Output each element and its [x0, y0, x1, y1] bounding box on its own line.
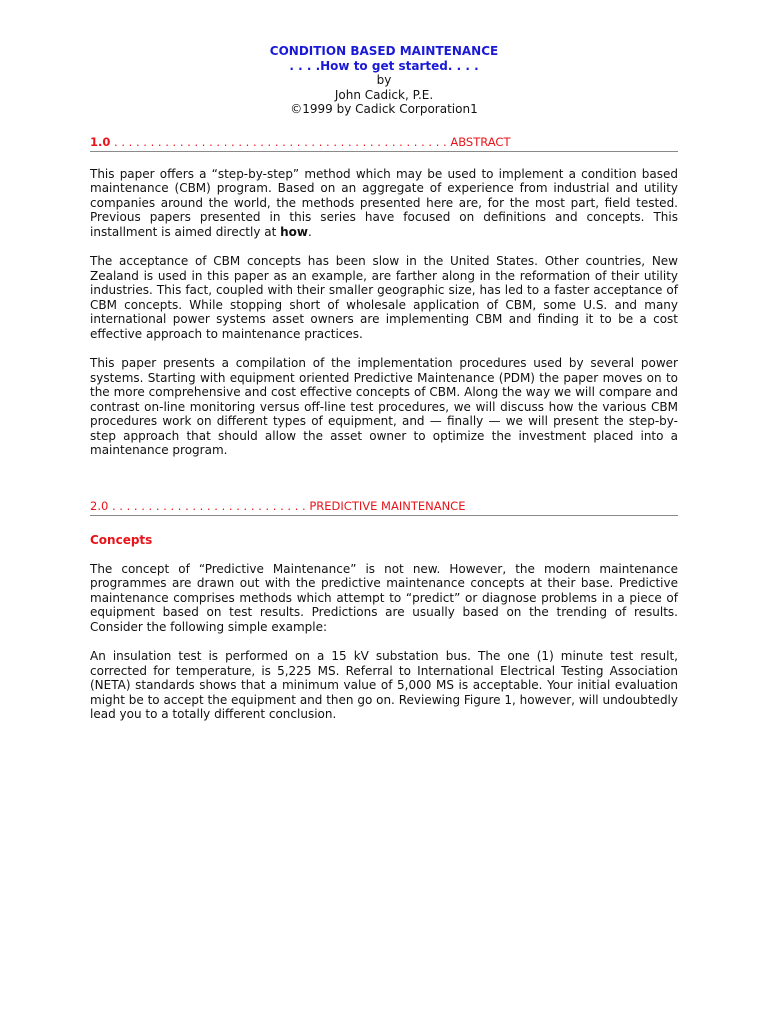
section-number: 1.0: [90, 134, 111, 149]
emphasis-how: how: [280, 224, 309, 239]
concepts-paragraph-2: An insulation test is performed on a 15 kV substation bus. The one (1) minute test result, corrected for temperature, is 5,225 MS. Referral to International Electrical Testing Association (NETA) standards shows that a minimum value of 5,000 MS is acceptable. Your initial evaluation might be to accept the equipment and then go on. Reviewing Figure 1, however, will undoubtedly lead you to a totally different conclusion.: [90, 649, 678, 721]
abstract-paragraph-3: This paper presents a compilation of the implementation procedures used by several power systems. Starting with equipment oriented Predictive Maintenance (PDM) the paper moves on to the more comprehensive and cost effective concepts of CBM. Along the way we will compare and contrast on-line monitoring versus off-line test procedures, we will discuss how the various CBM procedures work on different types of equipment, and — finally — we will present the step-by-step approach that should allow the asset owner to optimize the investment placed into a maintenance program.: [90, 356, 678, 457]
document-subtitle: . . . .How to get started. . . .: [289, 58, 479, 73]
paragraph-end: .: [308, 224, 312, 239]
byline-by: by: [376, 73, 392, 87]
subheading-concepts: Concepts: [90, 532, 153, 547]
document-title: CONDITION BASED MAINTENANCE: [269, 44, 499, 58]
section-number: 2.0: [90, 498, 109, 513]
section-heading-abstract: [90, 135, 678, 152]
section-heading-predictive: [90, 499, 678, 516]
section-leader-dots: . . . . . . . . . . . . . . . . . . . . . . . . . . .: [108, 498, 310, 513]
section-leader-dots: . . . . . . . . . . . . . . . . . . . . . . . . . . . . . . . . . . . . . . . . . . . . . .: [110, 134, 451, 149]
concepts-paragraph-1: The concept of “Predictive Maintenance” is not new. However, the modern maintenance programmes are drawn out with the predictive maintenance concepts at their base. Predictive maintenance comprises methods which attempt to “predict” or diagnose problems in a piece of equipment based on test results. Predictions are usually based on the trending of results. Consider the following simple example:: [90, 561, 678, 634]
abstract-paragraph-1: [90, 167, 678, 240]
title-block: [90, 44, 678, 117]
paragraph-text: This paper offers a “step-by-step” method which may be used to implement a condition based maintenance (CBM) program. Based on an aggregate of experience from industrial and utility companies around the world, the methods presented here are, for the most part, field tested. Previous papers presented in this series have focused on definitions and concepts. This installment is aimed directly at: [90, 166, 678, 239]
author-name: John Cadick, P.E.: [334, 87, 434, 102]
abstract-paragraph-2: The acceptance of CBM concepts has been slow in the United States. Other countries, New Zealand is used in this paper as an example, are farther along in the reformation of their utility industries. This fact, coupled with their smaller geographic size, has led to a faster acceptance of CBM concepts. While stopping short of wholesale application of CBM, some U.S. and many international power systems asset owners are implementing CBM and finding it to be a cost effective approach to maintenance practices.: [90, 254, 678, 341]
section-title: ABSTRACT: [450, 134, 511, 149]
copyright-line: ©1999 by Cadick Corporation1: [290, 102, 478, 116]
section-title: PREDICTIVE MAINTENANCE: [309, 498, 466, 513]
